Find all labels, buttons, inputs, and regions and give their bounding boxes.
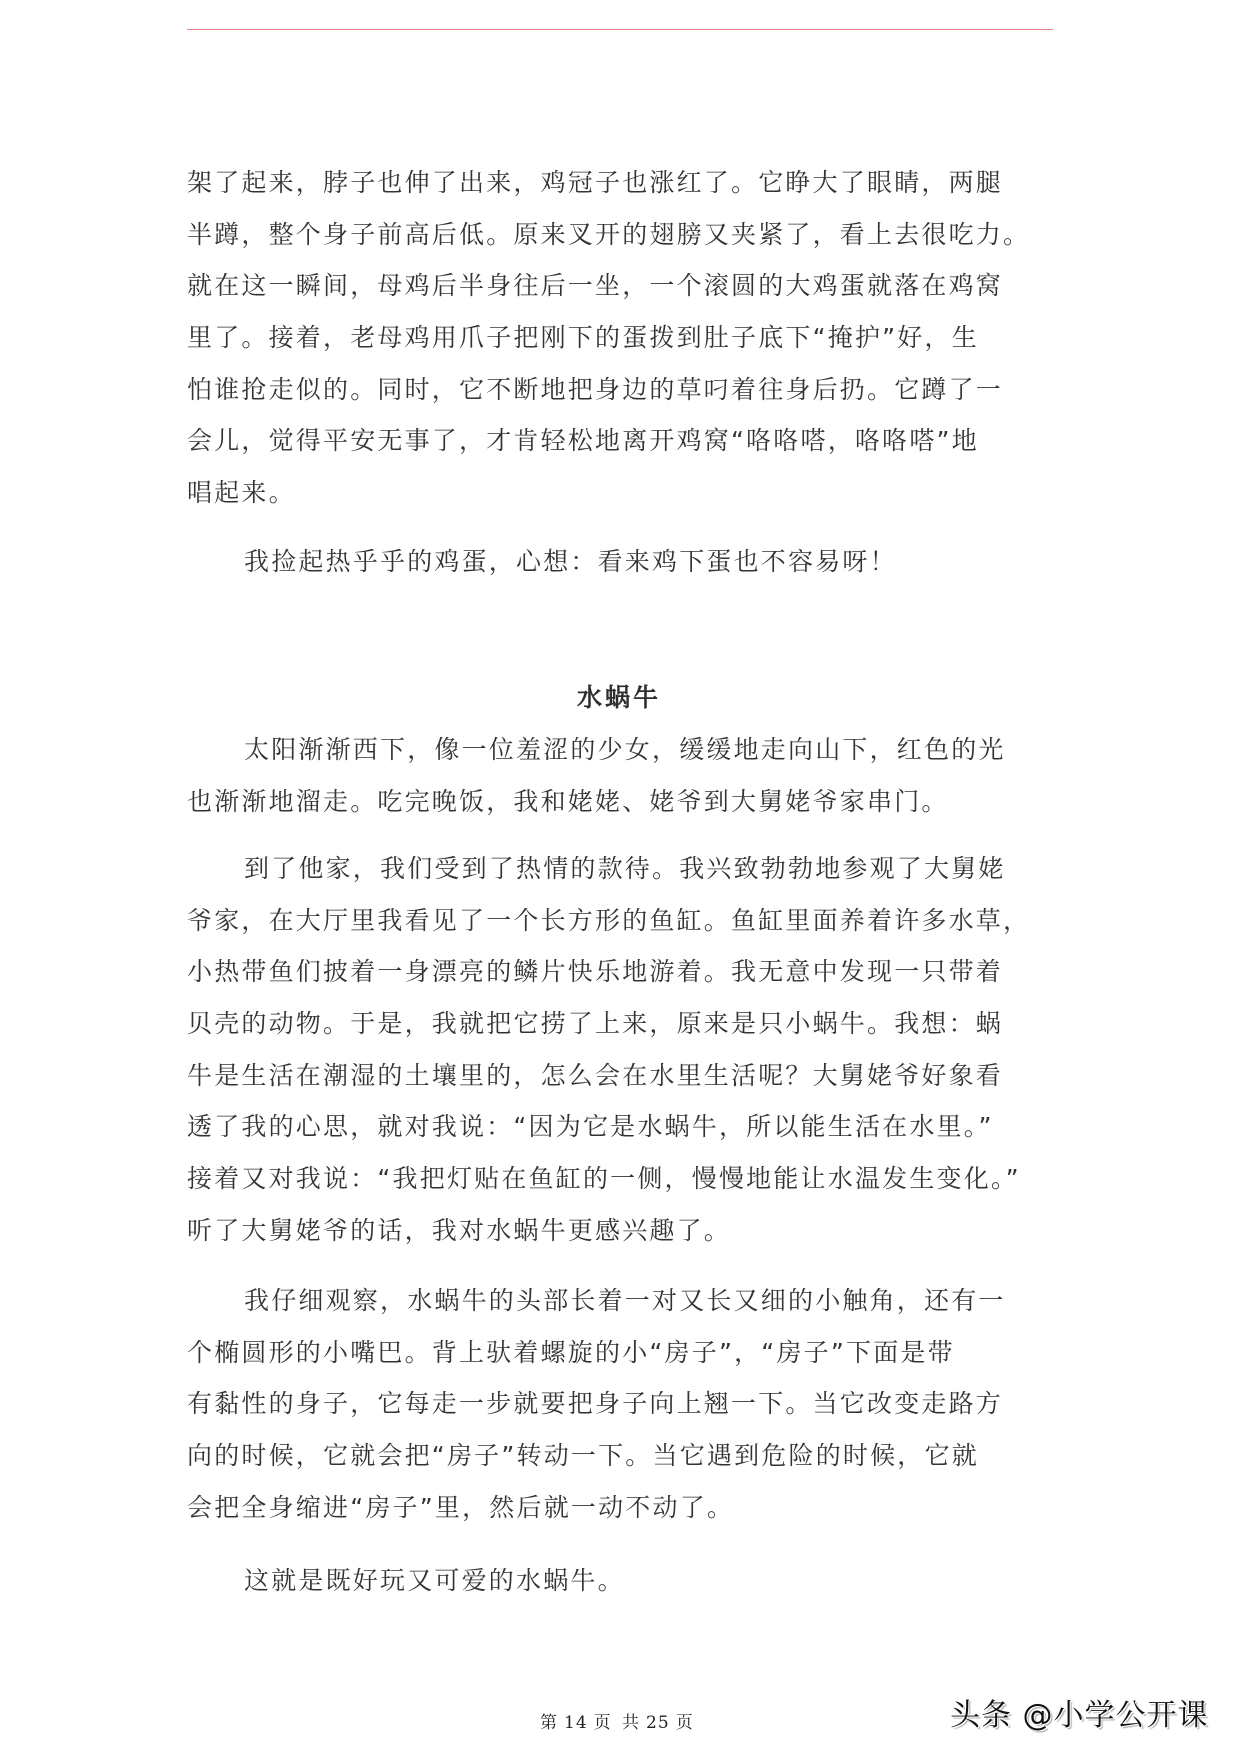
page-label-suffix: 页 xyxy=(675,1713,694,1733)
essay1-paragraph-2 xyxy=(187,536,1051,588)
text-line: 半蹲，整个身子前高后低。原来叉开的翅膀又夹紧了，看上去很吃力。 xyxy=(187,219,1031,249)
text-line: 架了起来，脖子也伸了出来，鸡冠子也涨红了。它睁大了眼睛，两腿 xyxy=(187,168,1004,197)
text-line: 会把全身缩进“房子”里，然后就一动不动了。 xyxy=(187,1492,735,1522)
text-line: 太阳渐渐西下，像一位羞涩的少女，缓缓地走向山下，红色的光 xyxy=(244,735,1006,764)
text-line: 我捡起热乎乎的鸡蛋，心想：看来鸡下蛋也不容易呀！ xyxy=(244,547,897,576)
page-label-mid: 页 共 xyxy=(593,1713,641,1733)
text-line: 唱起来。 xyxy=(187,478,296,508)
text-line: 向的时候，它就会把“房子”转动一下。当它遇到危险的时候，它就 xyxy=(187,1441,979,1471)
essay2-paragraph-3 xyxy=(187,1275,1051,1533)
essay2-paragraph-4 xyxy=(187,1555,1051,1607)
page-label-prefix: 第 xyxy=(540,1713,558,1733)
text-line: 到了他家，我们受到了热情的款待。我兴致勃勃地参观了大舅姥 xyxy=(244,854,1006,883)
text-line: 里了。接着，老母鸡用爪子把刚下的蛋拨到肚子底下“掩护”好，生 xyxy=(187,323,979,353)
text-line: 透了我的心思，就对我说：“因为它是水蜗牛，所以能生活在水里。” xyxy=(187,1112,994,1142)
header-rule xyxy=(187,29,1053,30)
text-line: 接着又对我说：“我把灯贴在鱼缸的一侧，慢慢地能让水温发生变化。” xyxy=(187,1164,1021,1194)
text-line: 有黏性的身子，它每走一步就要把身子向上翘一下。当它改变走路方 xyxy=(187,1389,1004,1419)
essay-title: 水蜗牛 xyxy=(576,683,661,712)
text-line: 这就是既好玩又可爱的水蜗牛。 xyxy=(244,1566,625,1595)
text-line: 贝壳的动物。于是，我就把它捞了上来，原来是只小蜗牛。我想：蜗 xyxy=(187,1009,1004,1039)
page-number xyxy=(540,1708,700,1733)
text-line: 怕谁抢走似的。同时，它不断地把身边的草叼着往身后扔。它蹲了一 xyxy=(187,374,1004,404)
text-line: 个椭圆形的小嘴巴。背上驮着螺旋的小“房子”，“房子”下面是带 xyxy=(187,1337,955,1367)
current-page: 14 xyxy=(564,1713,588,1733)
text-line: 也渐渐地溜走。吃完晚饭，我和姥姥、姥爷到大舅姥爷家串门。 xyxy=(187,786,949,816)
text-line: 听了大舅姥爷的话，我对水蜗牛更感兴趣了。 xyxy=(187,1215,732,1245)
text-line: 我仔细观察，水蜗牛的头部长着一对又长又细的小触角，还有一 xyxy=(244,1286,1006,1315)
essay2-paragraph-1 xyxy=(187,724,1051,827)
watermark: 头条 @小学公开课 xyxy=(950,1698,1209,1733)
essay2-paragraph-2 xyxy=(187,843,1051,1257)
text-line: 牛是生活在潮湿的土壤里的，怎么会在水里生活呢？大舅姥爷好象看 xyxy=(187,1060,1004,1090)
total-pages: 25 xyxy=(646,1713,670,1733)
text-line: 爷家，在大厅里我看见了一个长方形的鱼缸。鱼缸里面养着许多水草， xyxy=(187,905,1031,935)
text-line: 小热带鱼们披着一身漂亮的鳞片快乐地游着。我无意中发现一只带着 xyxy=(187,957,1004,987)
text-line: 就在这一瞬间，母鸡后半身往后一坐，一个滚圆的大鸡蛋就落在鸡窝 xyxy=(187,271,1004,301)
text-line: 会儿，觉得平安无事了，才肯轻松地离开鸡窝“咯咯嗒，咯咯嗒”地 xyxy=(187,426,979,456)
essay1-paragraph-1 xyxy=(187,157,1051,519)
